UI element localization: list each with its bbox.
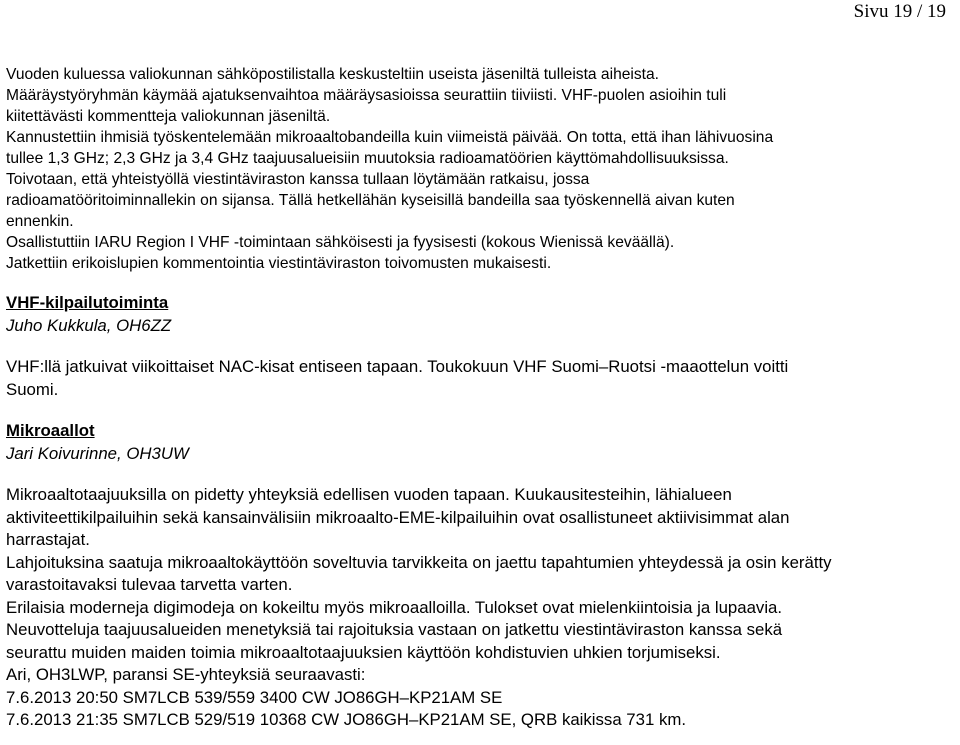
section-author: Jari Koivurinne, OH3UW (6, 443, 189, 463)
text-line: ennenkin. (6, 213, 74, 230)
text-line: 7.6.2013 21:35 SM7LCB 529/519 10368 CW JO86GH–KP21AM SE, QRB kaikissa 731 km. (6, 710, 687, 729)
text-line: Suomi. (6, 379, 59, 399)
page-number: Sivu 19 / 19 (853, 1, 946, 22)
text-line: Vuoden kuluessa valiokunnan sähköpostilistalla keskusteltiin useista jäseniltä tulleista aiheista. (6, 66, 660, 83)
text-line: 7.6.2013 20:50 SM7LCB 539/559 3400 CW JO86GH–KP21AM SE (6, 687, 503, 707)
microwave-section (6, 420, 952, 732)
text-line: aktiviteettikilpailuihin sekä kansainvälisiin mikroaalto-EME-kilpailuihin ovat osallistuneet aktiivisimmat alan (6, 507, 790, 527)
text-line: radioamatööritoiminnallekin on sijansa. Tällä hetkellähän kyseisillä bandeilla saa työskennellä aivan kuten (6, 192, 735, 209)
section-heading: VHF-kilpailutoiminta (6, 293, 169, 312)
text-line: Erilaisia moderneja digimodeja on kokeiltu myös mikroaalloilla. Tulokset ovat mielenkiintoisia ja lupaavia. (6, 597, 783, 617)
text-line: Toivotaan, että yhteistyöllä viestintäviraston kanssa tullaan löytämään ratkaisu, jossa (6, 171, 590, 188)
text-line: Jatkettiin erikoislupien kommentointia viestintäviraston toivomusten mukaisesti. (6, 255, 552, 272)
text-line: Osallistuttiin IARU Region I VHF -toimintaan sähköisesti ja fyysisesti (kokous Wienissä keväällä). (6, 234, 675, 251)
section-author: Juho Kukkula, OH6ZZ (6, 315, 172, 335)
text-line: harrastajat. (6, 530, 90, 549)
text-line: Kannustettiin ihmisiä työskentelemään mikroaaltobandeilla kuin viimeistä päivää. On totta, että ihan lähivuosina (6, 129, 774, 146)
text-line: VHF:llä jatkuivat viikoittaiset NAC-kisat entiseen tapaan. Toukokuun VHF Suomi–Ruotsi -maaottelun voitti (6, 357, 789, 376)
text-line: Mikroaaltotaajuuksilla on pidetty yhteyksiä edellisen vuoden tapaan. Kuukausitesteihin, lähialueen (6, 485, 732, 504)
text-line: seurattu muiden maiden toimia mikroaaltotaajuuksien käyttöön kohdistuvien uhkien torjumiseksi. (6, 642, 721, 662)
text-line: Määräystyöryhmän käymää ajatuksenvaihtoa määräysasioissa seurattiin tiiviisti. VHF-puolen asioihin tuli (6, 87, 727, 104)
text-line: Lahjoituksina saatuja mikroaaltokäyttöön soveltuvia tarvikkeita on jaettu tapahtumien yhteydessä ja osin kerätty (6, 552, 832, 572)
text-line: tullee 1,3 GHz; 2,3 GHz ja 3,4 GHz taajuusalueisiin muutoksia radioamatöörien käyttömahdollisuuksissa. (6, 150, 729, 167)
text-line: Ari, OH3LWP, paransi SE-yhteyksiä seuraavasti: (6, 665, 366, 684)
intro-section (6, 64, 952, 274)
text-line: Neuvotteluja taajuusalueiden menetyksiä tai rajoituksia vastaan on jatkettu viestintäviraston kanssa sekä (6, 620, 783, 639)
document-body (6, 64, 952, 732)
text-line: kiitettävästi kommentteja valiokunnan jäseniltä. (6, 108, 331, 125)
section-heading: Mikroaallot (6, 421, 95, 440)
vhf-section (6, 292, 952, 401)
text-line: varastoitavaksi tulevaa tarvetta varten. (6, 575, 293, 594)
